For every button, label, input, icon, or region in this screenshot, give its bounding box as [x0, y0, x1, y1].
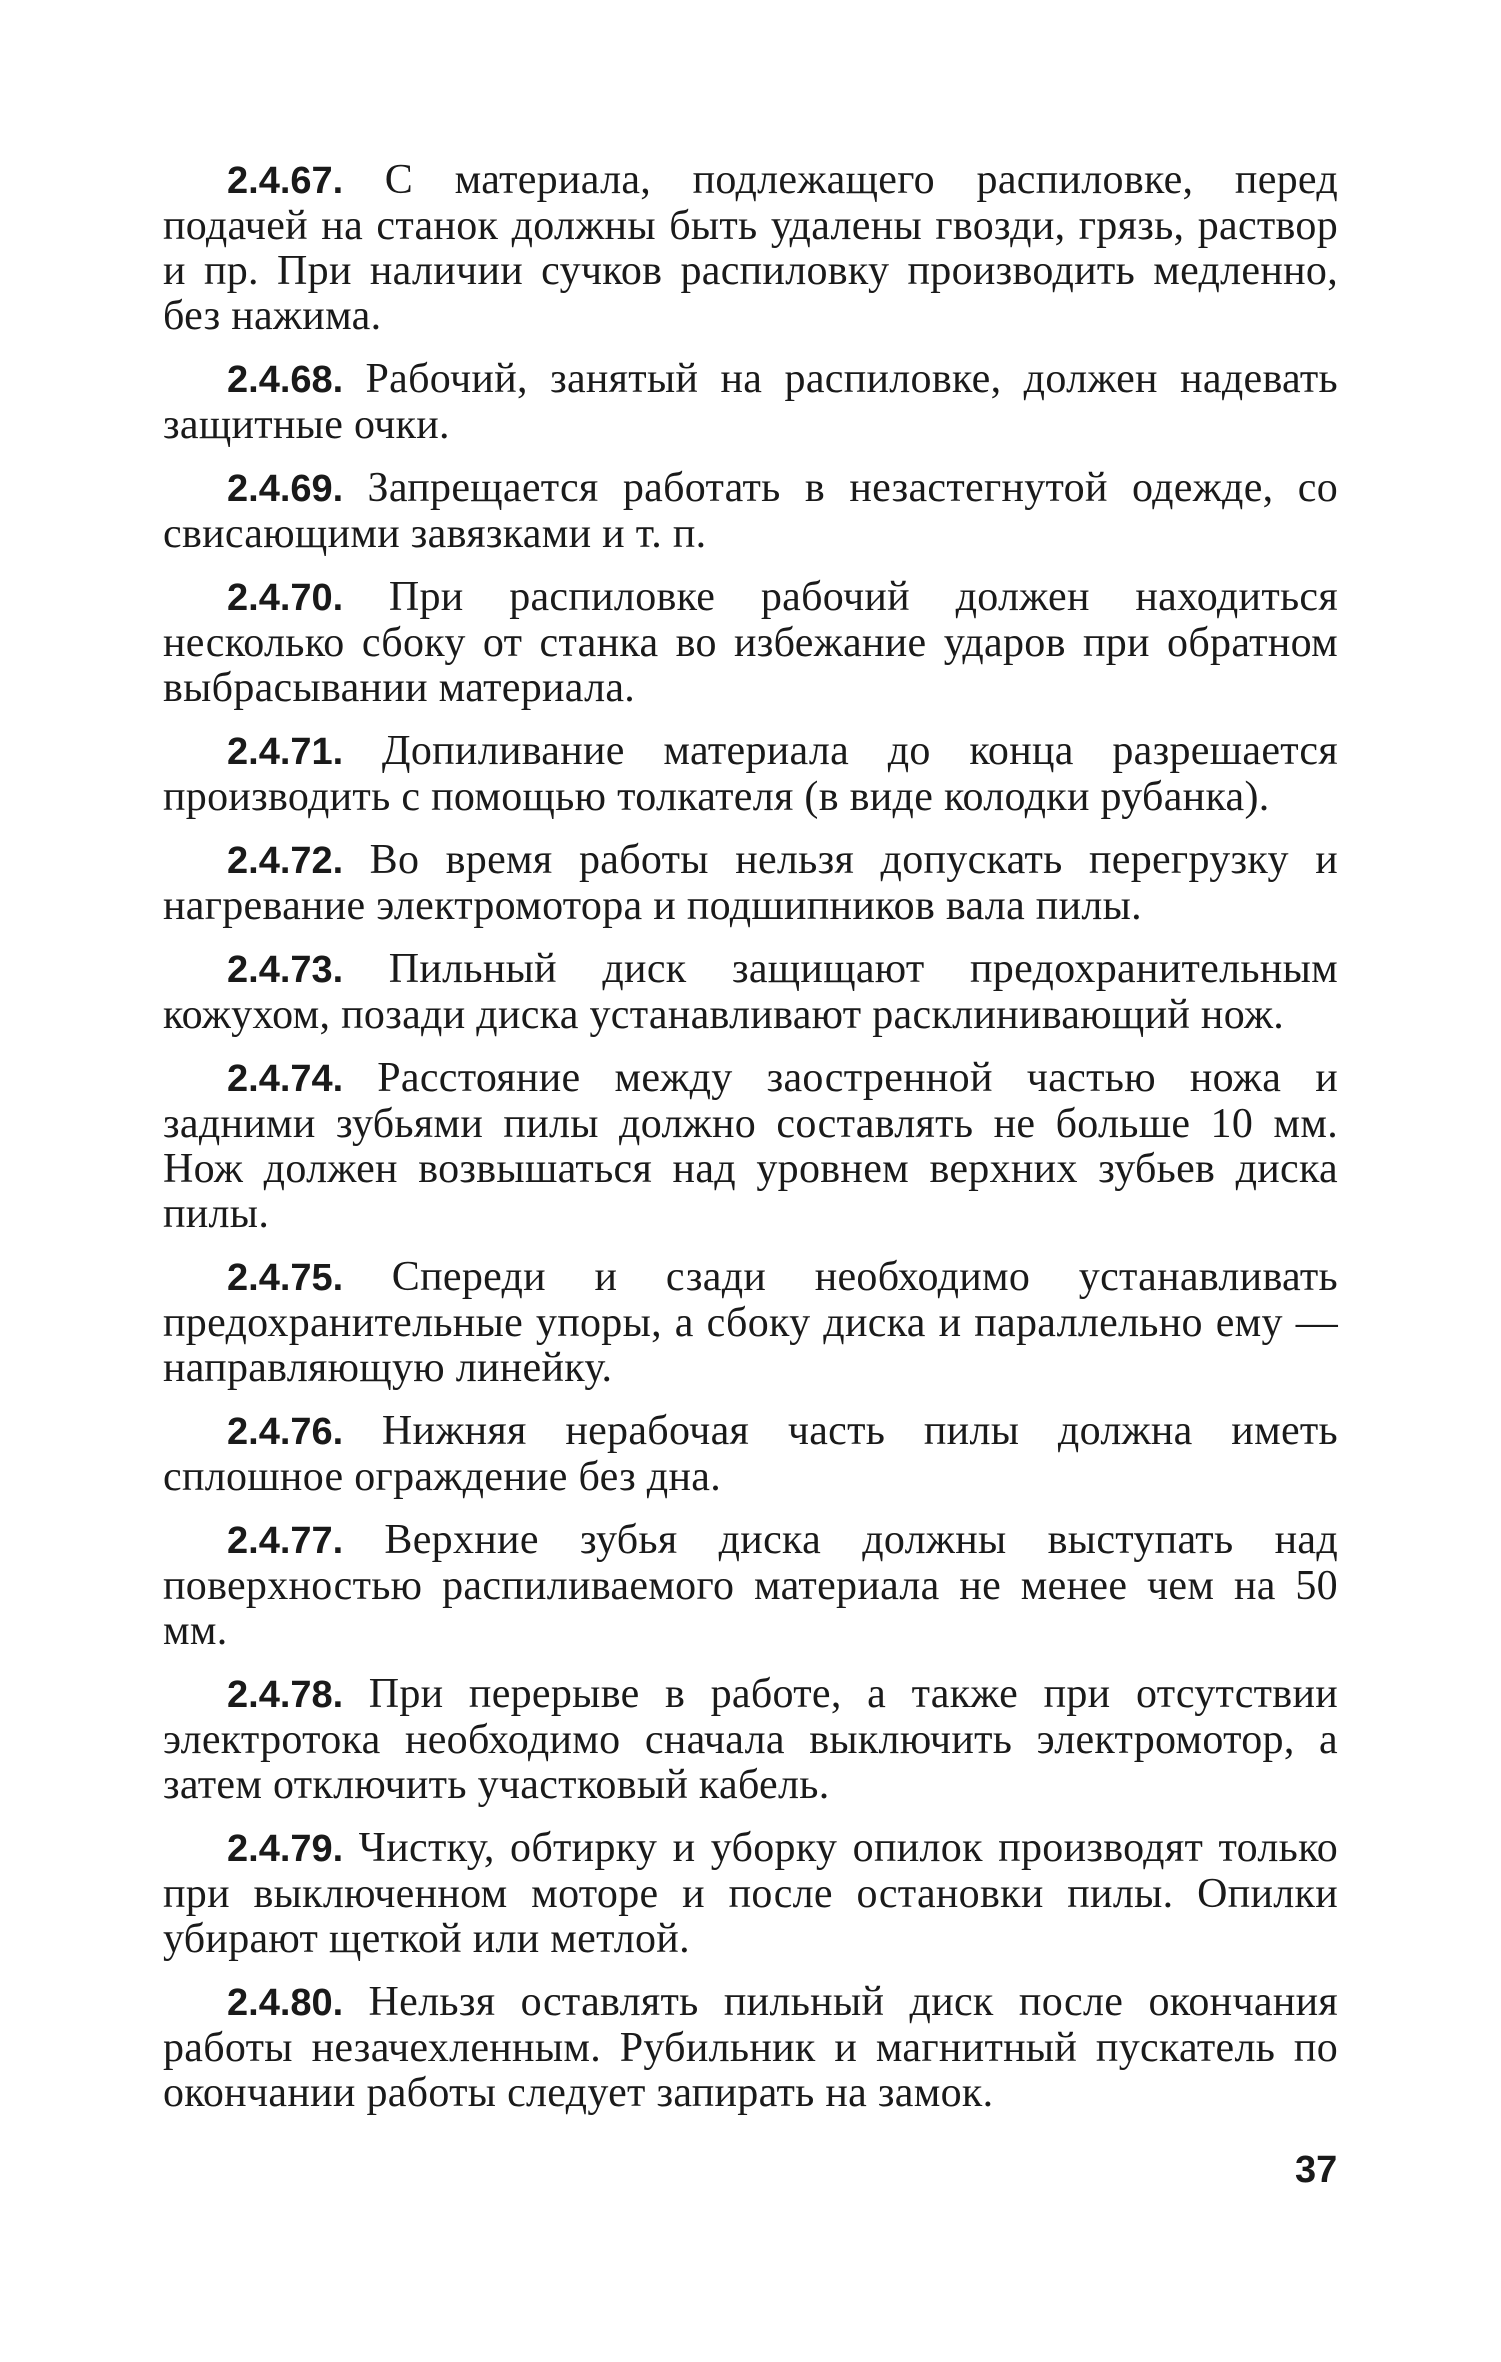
paragraph-number: 2.4.74.	[227, 1058, 344, 1100]
paragraph-number: 2.4.68.	[227, 359, 344, 401]
paragraph-number: 2.4.78.	[227, 1674, 344, 1716]
paragraph-2-4-69	[163, 466, 1338, 557]
paragraph-2-4-76	[163, 1409, 1338, 1500]
page-number: 37	[1295, 2149, 1338, 2191]
paragraph-text: Чистку, обтирку и уборку опилок производят только при выключенном моторе и после остановки пилы. Опилки убирают щеткой или метлой.	[163, 1825, 1338, 1962]
paragraph-2-4-67	[163, 158, 1338, 339]
paragraph-text: Нижняя нерабочая часть пилы должна иметь сплошное ограждение без дна.	[163, 1408, 1338, 1500]
paragraph-text: Спереди и сзади необходимо устанавливать предохранительные упоры, а сбоку диска и параллельно ему — направляющую линейку.	[163, 1254, 1338, 1391]
paragraph-2-4-77	[163, 1518, 1338, 1654]
paragraph-number: 2.4.79.	[227, 1828, 344, 1870]
paragraph-text: Верхние зубья диска должны выступать над поверхностью распиливаемого материала не менее чем на 50 мм.	[163, 1517, 1338, 1654]
paragraph-text: С материала, подлежащего распиловке, перед подачей на станок должны быть удалены гвозди, грязь, раствор и пр. При наличии сучков распиловку производить медленно, без нажима.	[163, 157, 1338, 339]
paragraph-2-4-73	[163, 947, 1338, 1038]
paragraph-2-4-68	[163, 357, 1338, 448]
paragraph-2-4-79	[163, 1826, 1338, 1962]
page-body	[163, 158, 1338, 2134]
paragraph-number: 2.4.75.	[227, 1257, 344, 1299]
paragraph-2-4-72	[163, 838, 1338, 929]
paragraph-2-4-74	[163, 1056, 1338, 1237]
paragraph-number: 2.4.76.	[227, 1411, 344, 1453]
paragraph-number: 2.4.73.	[227, 949, 344, 991]
paragraph-2-4-75	[163, 1255, 1338, 1391]
paragraph-text: При распиловке рабочий должен находиться несколько сбоку от станка во избежание ударов при обратном выбрасывании материала.	[163, 574, 1338, 711]
paragraph-2-4-70	[163, 575, 1338, 711]
paragraph-2-4-71	[163, 729, 1338, 820]
paragraph-number: 2.4.72.	[227, 840, 344, 882]
paragraph-text: При перерыве в работе, а также при отсутствии электротока необходимо сначала выключить электромотор, а затем отключить участковый кабель.	[163, 1671, 1338, 1808]
paragraph-text: Во время работы нельзя допускать перегрузку и нагревание электромотора и подшипников вала пилы.	[163, 837, 1338, 929]
paragraph-text: Рабочий, занятый на распиловке, должен надевать защитные очки.	[163, 356, 1338, 448]
paragraph-text: Запрещается работать в незастегнутой одежде, со свисающими завязками и т. п.	[163, 465, 1338, 557]
paragraph-number: 2.4.77.	[227, 1520, 344, 1562]
paragraph-number: 2.4.69.	[227, 468, 344, 510]
paragraph-text: Пильный диск защищают предохранительным кожухом, позади диска устанавливают расклинивающий нож.	[163, 946, 1338, 1038]
paragraph-number: 2.4.71.	[227, 731, 344, 773]
paragraph-text: Нельзя оставлять пильный диск после окончания работы незачехленным. Рубильник и магнитный пускатель по окончании работы следует запирать на замок.	[163, 1979, 1338, 2116]
paragraph-2-4-80	[163, 1980, 1338, 2116]
paragraph-text: Допиливание материала до конца разрешается производить с помощью толкателя (в виде колодки рубанка).	[163, 728, 1338, 820]
paragraph-number: 2.4.80.	[227, 1982, 344, 2024]
paragraph-text: Расстояние между заостренной частью ножа и задними зубьями пилы должно составлять не больше 10 мм. Нож должен возвышаться над уровнем верхних зубьев диска пилы.	[163, 1055, 1338, 1237]
paragraph-2-4-78	[163, 1672, 1338, 1808]
paragraph-number: 2.4.70.	[227, 577, 344, 619]
paragraph-number: 2.4.67.	[227, 160, 344, 202]
